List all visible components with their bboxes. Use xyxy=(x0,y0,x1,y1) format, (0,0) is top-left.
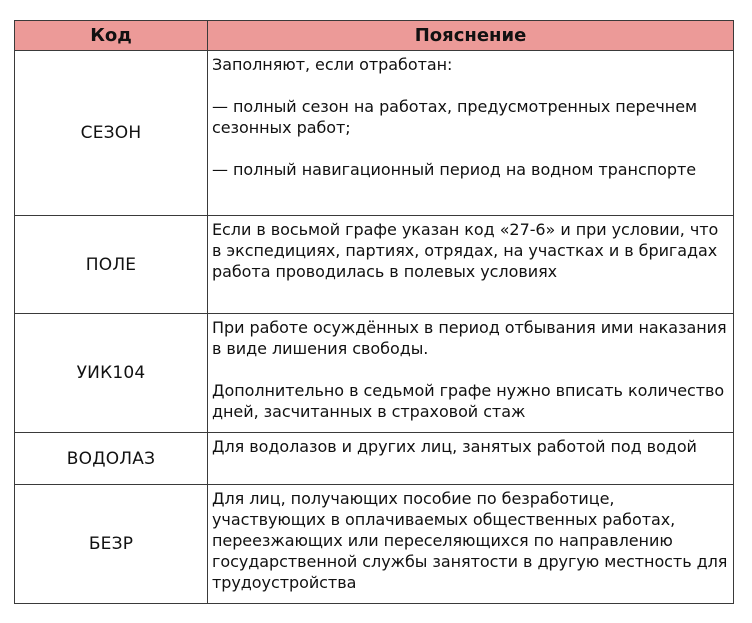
description-paragraph: Заполняют, если отработан: xyxy=(212,55,453,74)
description-paragraph: — полный сезон на работах, предусмотренных перечнем сезонных работ; xyxy=(212,97,698,137)
description-paragraph: Если в восьмой графе указан код «27-6» и при условии, что в экспедициях, партиях, отрядах, на участках и в бригадах работа проводилась в полевых условиях xyxy=(212,220,719,281)
table-header-row xyxy=(15,21,734,51)
table-row xyxy=(15,433,734,485)
code-cell: ВОДОЛАЗ xyxy=(15,433,208,485)
table-row xyxy=(15,314,734,433)
codes-table xyxy=(14,20,734,604)
description-paragraph: Дополнительно в седьмой графе нужно вписать количество дней, засчитанных в страховой стаж xyxy=(212,381,725,421)
column-header-code: Код xyxy=(15,21,208,51)
code-cell: ПОЛЕ xyxy=(15,216,208,314)
code-cell: БЕЗР xyxy=(15,485,208,604)
description-paragraph: При работе осуждённых в период отбывания ими наказания в виде лишения свободы. xyxy=(212,318,727,358)
description-paragraph: Для лиц, получающих пособие по безработице, участвующих в оплачиваемых общественных работах, переезжающих или переселяющихся по направлению государственной службы занятости в другую местность для трудоустройства xyxy=(212,489,728,592)
table-row xyxy=(15,216,734,314)
code-cell: СЕЗОН xyxy=(15,51,208,216)
description-cell xyxy=(208,314,734,433)
description-cell xyxy=(208,51,734,216)
description-cell xyxy=(208,433,734,485)
description-cell xyxy=(208,485,734,604)
table-row xyxy=(15,485,734,604)
description-cell xyxy=(208,216,734,314)
column-header-description: Пояснение xyxy=(208,21,734,51)
description-paragraph: Для водолазов и других лиц, занятых работой под водой xyxy=(212,437,697,456)
table-row xyxy=(15,51,734,216)
description-paragraph: — полный навигационный период на водном транспорте xyxy=(212,160,697,179)
code-cell: УИК104 xyxy=(15,314,208,433)
